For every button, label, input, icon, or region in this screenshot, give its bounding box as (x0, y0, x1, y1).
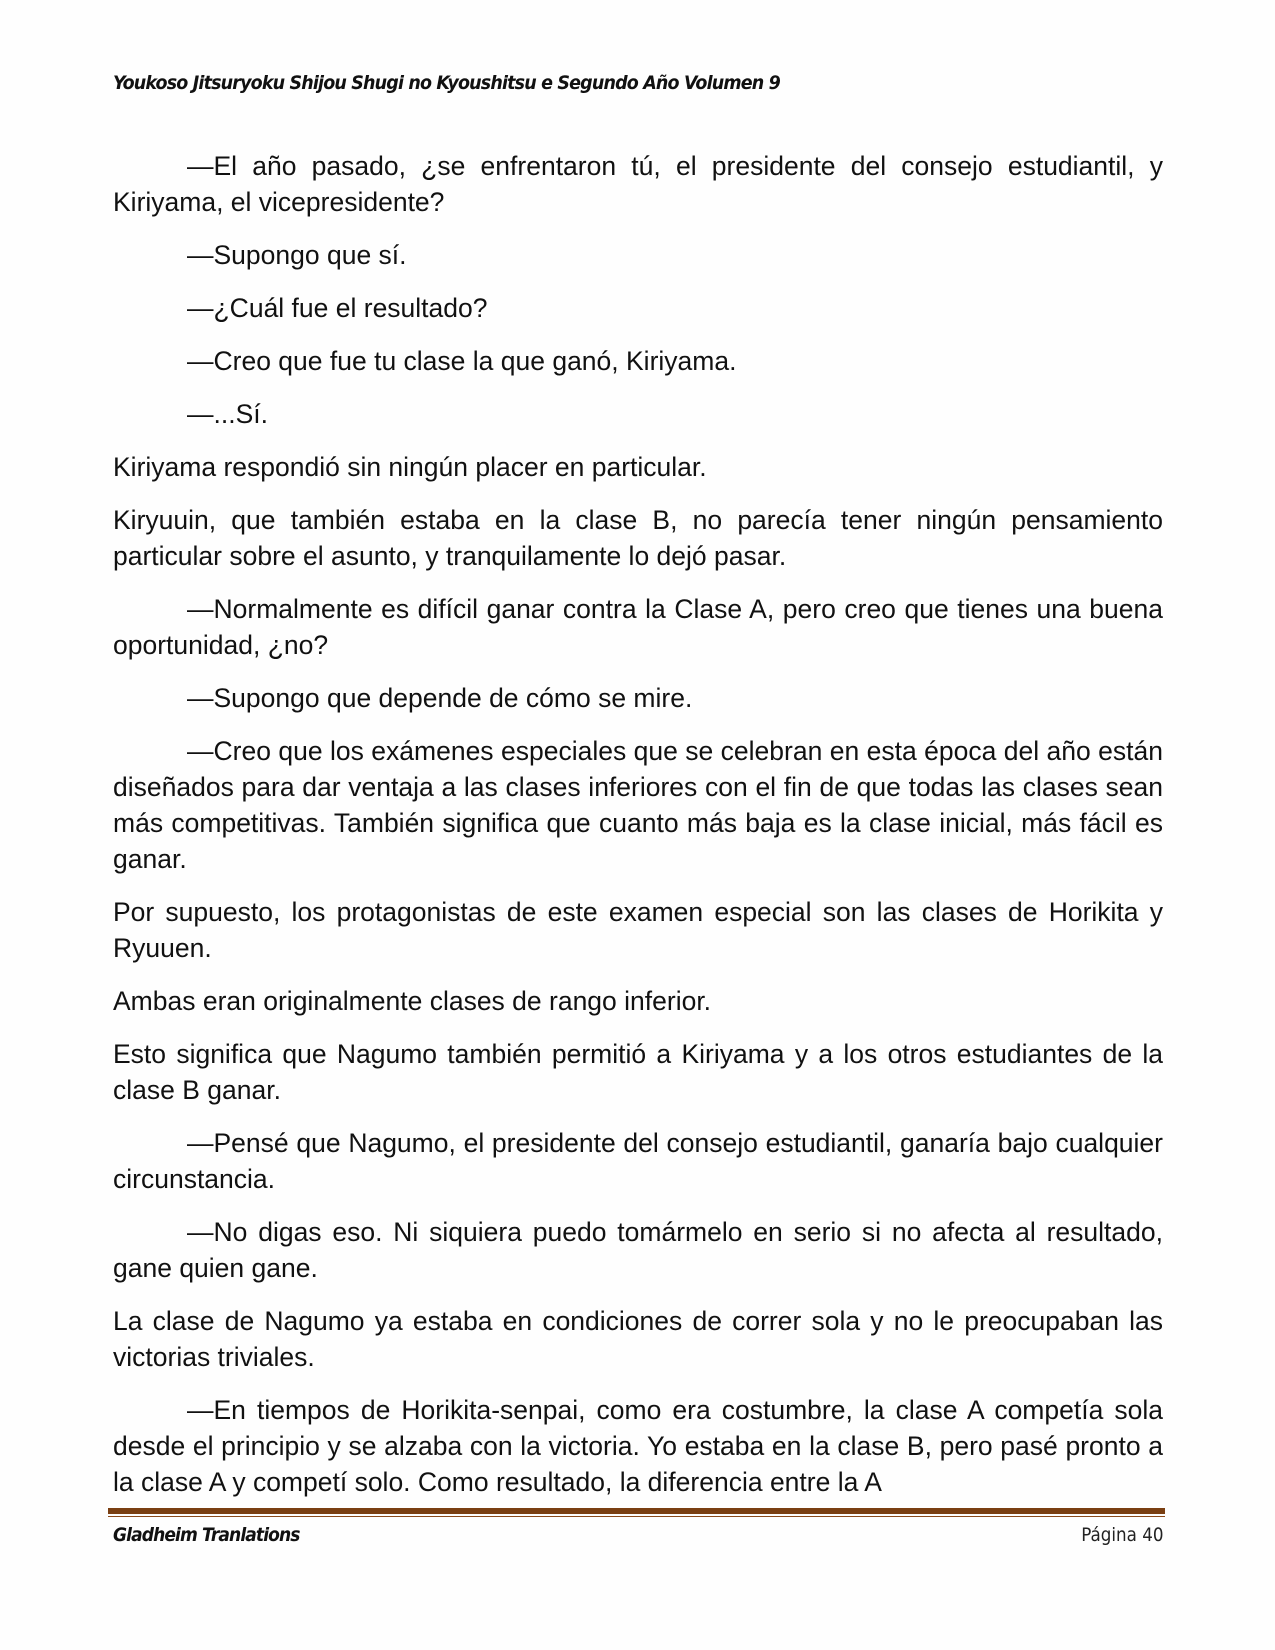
footer-publisher: Gladheim Tranlations (113, 1524, 300, 1546)
paragraph-dialog: —No digas eso. Ni siquiera puedo tomármelo en serio si no afecta al resultado, gane quien gane. (113, 1217, 1163, 1283)
paragraph-dialog: —El año pasado, ¿se enfrentaron tú, el presidente del consejo estudiantil, y Kiriyama, el vicepresidente? (113, 151, 1163, 217)
paragraph-narration: Kiriyama respondió sin ningún placer en particular. (113, 452, 707, 482)
paragraph-dialog: —Creo que fue tu clase la que ganó, Kiriyama. (187, 346, 737, 376)
footer-divider (108, 1508, 1165, 1517)
paragraph-dialog: —Normalmente es difícil ganar contra la Clase A, pero creo que tienes una buena oportunidad, ¿no? (113, 594, 1163, 660)
paragraph-dialog: —Pensé que Nagumo, el presidente del consejo estudiantil, ganaría bajo cualquier circunstancia. (113, 1128, 1163, 1194)
paragraph-dialog: —Supongo que depende de cómo se mire. (187, 683, 693, 713)
paragraph-narration: Esto significa que Nagumo también permitió a Kiriyama y a los otros estudiantes de la clase B ganar. (113, 1039, 1163, 1105)
paragraph-narration: Por supuesto, los protagonistas de este examen especial son las clases de Horikita y Ryuuen. (113, 897, 1163, 963)
paragraph-dialog: —En tiempos de Horikita-senpai, como era costumbre, la clase A competía sola desde el principio y se alzaba con la victoria. Yo estaba en la clase B, pero pasé pronto a la clase A y competí solo. Como resultado, la diferencia entre la A (113, 1395, 1163, 1497)
body-text (113, 148, 1163, 1517)
footer-divider-thin (108, 1516, 1165, 1517)
paragraph-dialog: —Creo que los exámenes especiales que se celebran en esta época del año están diseñados para dar ventaja a las clases inferiores con el fin de que todas las clases sean más competitivas. También significa que cuanto más baja es la clase inicial, más fácil es ganar. (113, 736, 1163, 874)
running-header: Youkoso Jitsuryoku Shijou Shugi no Kyoushitsu e Segundo Año Volumen 9 (113, 72, 780, 94)
paragraph-narration: Ambas eran originalmente clases de rango inferior. (113, 986, 712, 1016)
paragraph-dialog: —...Sí. (187, 399, 268, 429)
paragraph-dialog: —Supongo que sí. (187, 240, 407, 270)
page-number: Página 40 (1080, 1524, 1163, 1546)
paragraph-dialog: —¿Cuál fue el resultado? (187, 293, 488, 323)
paragraph-narration: La clase de Nagumo ya estaba en condiciones de correr sola y no le preocupaban las victorias triviales. (113, 1306, 1163, 1372)
paragraph-narration: Kiryuuin, que también estaba en la clase B, no parecía tener ningún pensamiento particular sobre el asunto, y tranquilamente lo dejó pasar. (113, 505, 1163, 571)
